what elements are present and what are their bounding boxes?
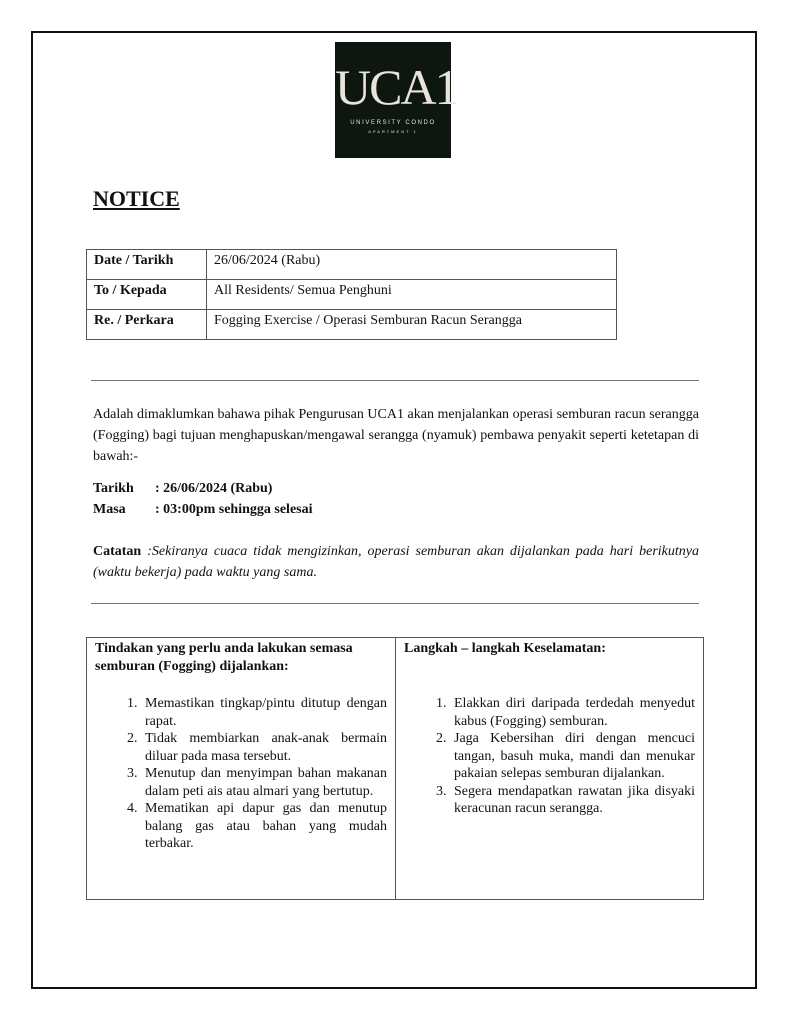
actions-box <box>86 637 396 900</box>
list-item: 1. Memastikan tingkap/pintu ditutup dengan rapat. <box>141 695 387 730</box>
logo-line-1: UNIVERSITY CONDO <box>350 120 436 126</box>
schedule-label: Tarikh <box>93 481 134 496</box>
actions-list <box>87 695 395 853</box>
list-item: 2. Tidak membiarkan anak-anak bermain diluar pada masa tersebut. <box>141 730 387 765</box>
schedule-label: Masa <box>93 502 126 517</box>
info-value: Fogging Exercise / Operasi Semburan Racun Serangga <box>207 310 617 340</box>
divider-top <box>91 380 699 381</box>
schedule-time <box>93 502 313 518</box>
info-label: Date / Tarikh <box>87 250 207 280</box>
uca1-logo <box>335 42 458 158</box>
divider-bottom <box>91 603 699 604</box>
info-value: All Residents/ Semua Penghuni <box>207 280 617 310</box>
list-item: 4. Mematikan api dapur gas dan menutup balang gas atau bahan yang mudah terbakar. <box>141 800 387 853</box>
info-label: To / Kepada <box>87 280 207 310</box>
list-item: 2. Jaga Kebersihan diri dengan mencuci tangan, basuh muka, mandi dan menukar pakaian selepas semburan dijalankan. <box>450 730 695 783</box>
note-label: Catatan <box>93 544 142 559</box>
logo-mark: UCA1 <box>335 59 458 115</box>
note-paragraph <box>93 541 699 583</box>
info-value: 26/06/2024 (Rabu) <box>207 250 617 280</box>
notice-title: NOTICE <box>93 186 180 211</box>
safety-box <box>395 637 704 900</box>
schedule-value: : 26/06/2024 (Rabu) <box>155 481 273 496</box>
list-item: 3. Segera mendapatkan rawatan jika disyaki keracunan racun serangga. <box>450 783 695 818</box>
info-row-date <box>87 250 617 280</box>
info-row-re <box>87 310 617 340</box>
schedule-value: : 03:00pm sehingga selesai <box>155 502 313 517</box>
info-label: Re. / Perkara <box>87 310 207 340</box>
note-text: :Sekiranya cuaca tidak mengizinkan, operasi semburan akan dijalankan pada hari berikutnya (waktu bekerja) pada waktu yang sama. <box>93 544 700 580</box>
actions-title: Tindakan yang perlu anda lakukan semasa semburan (Fogging) dijalankan: <box>95 641 353 674</box>
safety-title: Langkah – langkah Keselamatan: <box>404 641 606 656</box>
info-row-to <box>87 280 617 310</box>
list-item: 3. Menutup dan menyimpan bahan makanan dalam peti ais atau almari yang bertutup. <box>141 765 387 800</box>
list-item: 1. Elakkan diri daripada terdedah menyedut kabus (Fogging) semburan. <box>450 695 695 730</box>
info-table <box>86 249 617 340</box>
logo-line-2: APARTMENT 1 <box>368 129 418 134</box>
schedule-date <box>93 481 272 497</box>
safety-list <box>396 695 703 818</box>
intro-paragraph: Adalah dimaklumkan bahawa pihak Pengurusan UCA1 akan menjalankan operasi semburan racun serangga (Fogging) bagi tujuan menghapuskan/mengawal serangga (nyamuk) pembawa penyakit seperti ketetapan di bawah:- <box>93 407 699 464</box>
